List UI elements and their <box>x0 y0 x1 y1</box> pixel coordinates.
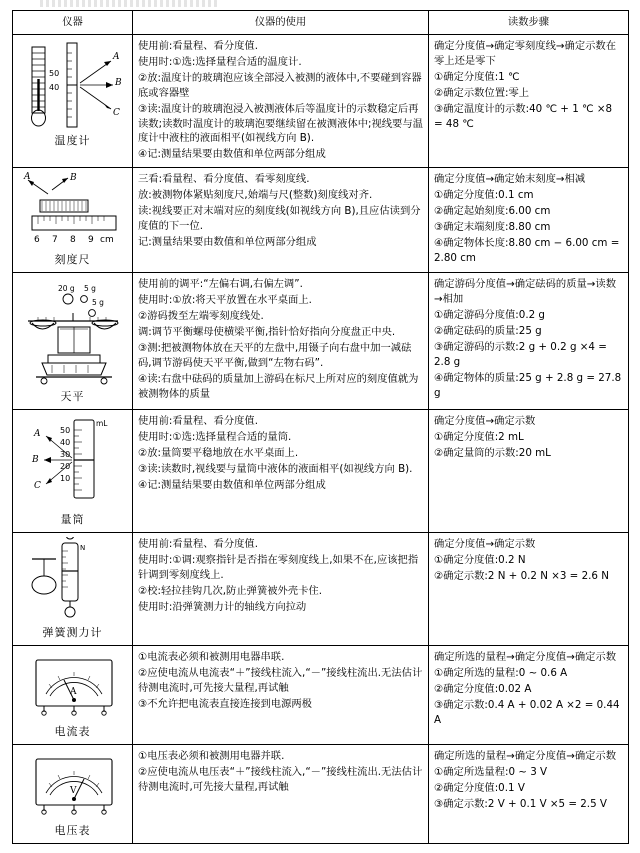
svg-text:mL: mL <box>96 419 108 429</box>
instrument-name: 温度计 <box>54 133 91 147</box>
steps-cell <box>429 533 629 646</box>
steps-cell <box>429 34 629 167</box>
usage-line: ③读:读数时,视线要与量筒中液体的液面相平(如视线方向 B). <box>138 462 413 475</box>
usage-cell <box>133 744 429 843</box>
usage-line: ③不允许把电流表直接连接到电源两极 <box>138 697 312 710</box>
steps-line: ③确定示数:0.4 A + 0.02 A ×2 = 0.44 A <box>434 698 620 726</box>
usage-line: ②应使电流从电压表“＋”接线柱流入,“－”接线柱流出.无法估计待测电流时,可先接大量程,再试触 <box>138 765 423 793</box>
usage-line: ④记:测量结果要由数值和单位两部分组成 <box>138 478 326 491</box>
header-steps: 读数步骤 <box>429 11 629 35</box>
instrument-cell-spring-scale <box>13 533 133 646</box>
usage-line: ②游码拨至左端零刻度线处. <box>138 310 264 323</box>
steps-cell <box>429 273 629 410</box>
svg-text:5 g: 5 g <box>84 284 96 294</box>
instrument-cell-ruler <box>13 168 133 273</box>
svg-text:C: C <box>113 107 120 118</box>
svg-text:N: N <box>80 544 86 553</box>
usage-cell <box>133 34 429 167</box>
table-row <box>13 410 629 533</box>
svg-text:B: B <box>32 455 39 466</box>
instrument-name: 天平 <box>60 390 85 404</box>
usage-line: 使用时:①放:将天平放置在水平桌面上. <box>138 294 312 307</box>
steps-line: 确定分度值→确定示数 <box>434 415 536 428</box>
usage-line: 读:视线要正对末端对应的刻度线(如视线方向 B),且应估读到分度值的下一位. <box>138 205 421 233</box>
usage-line: ④记:测量结果要由数值和单位两部分组成 <box>138 148 326 161</box>
ammeter-figure <box>18 650 127 722</box>
svg-text:30: 30 <box>60 450 71 460</box>
steps-line: ③确定温度计的示数:40 ℃ + 1 ℃ ×8 = 48 ℃ <box>434 102 613 130</box>
balance-figure <box>18 277 127 387</box>
voltmeter-figure <box>18 749 127 821</box>
svg-text:40: 40 <box>49 82 60 92</box>
usage-line: ②应使电流从电流表“＋”接线柱流入,“－”接线柱流出.无法估计待测电流时,可先接大量程,再试触 <box>138 666 423 694</box>
svg-text:8: 8 <box>70 235 76 246</box>
usage-line: 使用时:沿弹簧测力计的轴线方向拉动 <box>138 600 307 613</box>
instrument-name: 电压表 <box>54 823 91 837</box>
usage-line: ②校:轻拉挂钩几次,防止弹簧被外壳卡住. <box>138 584 322 597</box>
steps-line: 确定所选的量程→确定分度值→确定示数 <box>434 651 617 664</box>
table-row <box>13 744 629 843</box>
usage-cell <box>133 533 429 646</box>
usage-cell <box>133 646 429 745</box>
table-row <box>13 533 629 646</box>
spring-scale-figure <box>18 537 127 623</box>
steps-line: 确定分度值→确定示数 <box>434 538 536 551</box>
steps-line: ②确定示数位置:零上 <box>434 86 530 99</box>
usage-line: 使用前的调平:“左偏右调,右偏左调”. <box>138 278 303 291</box>
instrument-cell-balance <box>13 273 133 410</box>
steps-line: ④确定物体的质量:25 g + 2.8 g = 27.8 g <box>434 371 622 399</box>
usage-line: 使用前:看量程、看分度值. <box>138 538 259 551</box>
table-header-row <box>13 11 629 35</box>
usage-cell <box>133 168 429 273</box>
steps-line: 确定分度值→确定零刻度线→确定示数在零上还是零下 <box>434 39 617 67</box>
svg-text:5 g: 5 g <box>92 298 104 308</box>
page-top-artifact <box>40 0 220 7</box>
usage-line: ③测:把被测物体放在天平的左盘中,用镊子向右盘中加一减砝码,调节游码使天平平衡,做到“左物右码”. <box>138 341 412 369</box>
header-usage: 仪器的使用 <box>133 11 429 35</box>
steps-line: ①确定所选的量程:0 ~ 0.6 A <box>434 666 568 679</box>
instrument-name: 量筒 <box>60 513 85 527</box>
usage-line: 放:被测物体紧贴刻度尺,始端与尺(整数)刻度线对齐. <box>138 189 373 202</box>
steps-cell <box>429 646 629 745</box>
steps-line: 确定分度值→确定始末刻度→相减 <box>434 173 586 186</box>
steps-cell <box>429 410 629 533</box>
svg-text:20: 20 <box>60 462 71 472</box>
usage-line: ①电压表必须和被测用电器并联. <box>138 749 285 762</box>
usage-line: ②放:量筒要平稳地放在水平桌面上. <box>138 447 299 460</box>
instrument-cell-ammeter <box>13 646 133 745</box>
steps-line: ④确定物体长度:8.80 cm − 6.00 cm = 2.80 cm <box>434 236 620 264</box>
usage-cell <box>133 273 429 410</box>
steps-line: ①确定所选量程:0 ~ 3 V <box>434 765 548 778</box>
usage-line: ④读:右盘中砝码的质量加上游码在标尺上所对应的刻度值就为被测物体的质量 <box>138 372 419 400</box>
svg-text:6: 6 <box>34 235 40 246</box>
svg-text:B: B <box>70 173 77 184</box>
steps-line: ②确定量筒的示数:20 mL <box>434 447 551 460</box>
instrument-usage-table <box>12 10 629 844</box>
usage-line: 使用前:看量程、看分度值. <box>138 415 259 428</box>
thermometer-figure <box>18 39 127 131</box>
steps-line: ①确定分度值:0.1 cm <box>434 189 534 202</box>
steps-cell <box>429 168 629 273</box>
instrument-cell-thermometer <box>13 34 133 167</box>
instrument-cell-voltmeter <box>13 744 133 843</box>
steps-line: ③确定示数:2 V + 0.1 V ×5 = 2.5 V <box>434 797 607 810</box>
steps-line: ①确定分度值:0.2 N <box>434 554 526 567</box>
steps-line: 确定游码分度值→确定砝码的质量→读数→相加 <box>434 278 617 306</box>
svg-text:V: V <box>70 785 77 796</box>
table-row <box>13 34 629 167</box>
instrument-cell-cylinder <box>13 410 133 533</box>
usage-line: 调:调节平衡螺母使横梁平衡,指针恰好指向分度盘正中央. <box>138 326 396 338</box>
graduated-cylinder-figure <box>18 414 127 510</box>
steps-line: ①确定游码分度值:0.2 g <box>434 309 545 322</box>
usage-line: 记:测量结果要由数值和单位两部分组成 <box>138 235 317 248</box>
steps-line: ③确定游码的示数:2 g + 0.2 g ×4 = 2.8 g <box>434 340 607 368</box>
usage-line: ①电流表必须和被测用电器串联. <box>138 651 285 664</box>
usage-line: 使用时:①调:观察指针是否指在零刻度线上,如果不在,应该把指针调到零刻度线上. <box>138 554 419 581</box>
usage-line: 使用前:看量程、看分度值. <box>138 39 259 52</box>
table-row <box>13 273 629 410</box>
instrument-name: 电流表 <box>54 725 91 739</box>
steps-line: ②确定起始刻度:6.00 cm <box>434 205 551 218</box>
svg-text:C: C <box>34 481 41 492</box>
svg-text:B: B <box>115 77 122 88</box>
instrument-name: 弹簧测力计 <box>42 626 103 640</box>
svg-text:40: 40 <box>60 438 71 448</box>
usage-line: ③读:温度计的玻璃泡浸入被测液体后等温度计的示数稳定后再读数;读数时温度计的玻璃泡要继续留在被测液体中;视线要与温度计中液柱的液面相平(如视线方向 B). <box>138 102 423 145</box>
usage-line: 使用时:①选:选择量程合适的量筒. <box>138 431 292 444</box>
svg-text:50: 50 <box>49 68 60 78</box>
steps-cell <box>429 744 629 843</box>
steps-line: ②确定示数:2 N + 0.2 N ×3 = 2.6 N <box>434 569 609 582</box>
steps-line: 确定所选的量程→确定分度值→确定示数 <box>434 749 617 762</box>
ruler-figure <box>18 172 127 250</box>
svg-text:50: 50 <box>60 426 71 436</box>
usage-line: 使用时:①选:选择量程合适的温度计. <box>138 55 302 68</box>
steps-line: ②确定分度值:0.1 V <box>434 781 525 794</box>
steps-line: ②确定分度值:0.02 A <box>434 682 532 695</box>
steps-line: ③确定末端刻度:8.80 cm <box>434 221 551 234</box>
svg-text:cm: cm <box>100 235 114 246</box>
steps-line: ①确定分度值:2 mL <box>434 431 524 444</box>
usage-line: 三看:看量程、看分度值、看零刻度线. <box>138 173 310 186</box>
svg-text:A: A <box>113 51 120 62</box>
usage-cell <box>133 410 429 533</box>
svg-text:20 g: 20 g <box>58 284 75 294</box>
steps-line: ②确定砝码的质量:25 g <box>434 325 542 337</box>
steps-line: ①确定分度值:1 ℃ <box>434 70 520 83</box>
svg-text:A: A <box>70 687 77 698</box>
table-row <box>13 646 629 745</box>
svg-text:10: 10 <box>60 474 71 484</box>
table-row <box>13 168 629 273</box>
usage-line: ②放:温度计的玻璃泡应该全部浸入被测的液体中,不要碰到容器底或容器壁 <box>138 71 422 99</box>
svg-text:A: A <box>24 172 31 183</box>
header-instrument: 仪器 <box>13 11 133 35</box>
svg-text:7: 7 <box>52 235 58 246</box>
svg-text:9: 9 <box>88 235 94 246</box>
instrument-name: 刻度尺 <box>54 253 91 267</box>
svg-text:A: A <box>34 429 41 440</box>
